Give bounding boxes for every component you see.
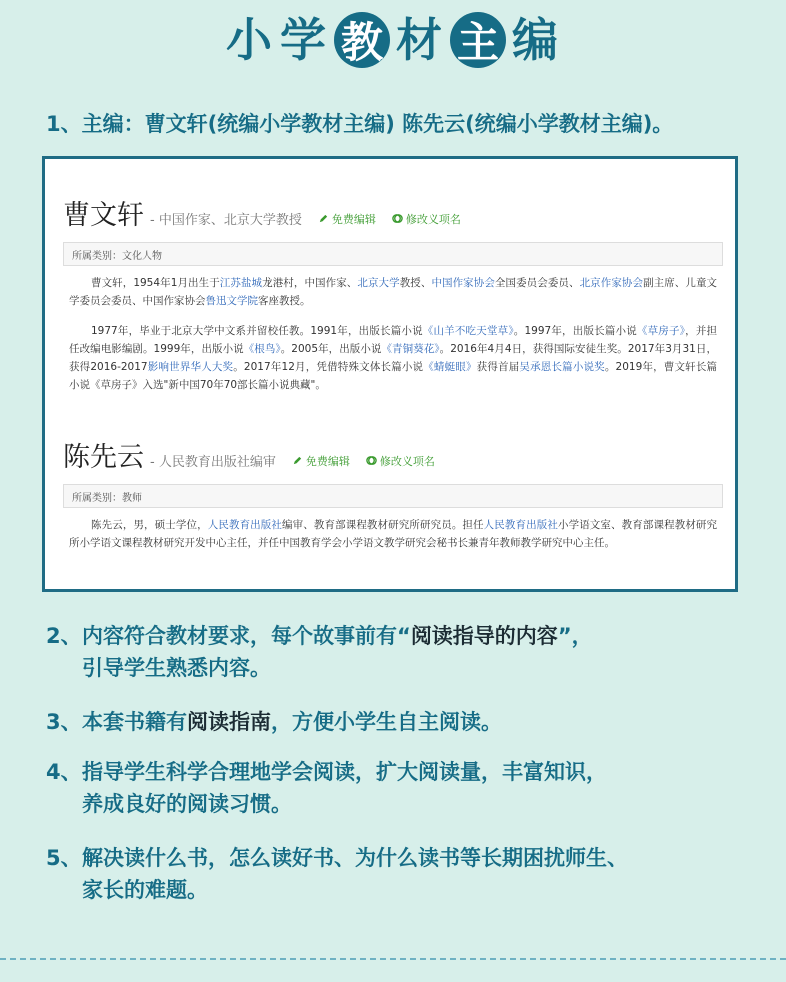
entry-cao-wenxuan <box>63 193 723 394</box>
entry-subtitle: - 人民教育出版社编审 <box>150 455 276 470</box>
entry-link[interactable]: 中国作家协会 <box>431 277 495 289</box>
point-number: 2、 <box>46 624 82 648</box>
entry-text: 小学语文室、教育部课程教材研究所小学语文课程教材研究开发中心主任，并任中国教育学会小学语文教学研究会秘书长兼青年教师教学研究中心主任。 <box>69 519 718 549</box>
dashed-divider <box>0 958 786 960</box>
point-text: 本套书籍有 <box>82 710 187 734</box>
title-char: 教 <box>334 12 390 68</box>
point-2 <box>46 620 766 684</box>
edit-link[interactable] <box>292 453 350 469</box>
entry-name: 陈先云 <box>63 442 144 473</box>
point-text: ”， <box>557 624 593 648</box>
point-number: 4、 <box>46 760 82 784</box>
category-box: 所属类别：教师 <box>63 484 723 508</box>
modify-label: 修改义项名 <box>405 212 461 226</box>
point-number: 3、 <box>46 710 82 734</box>
encyclopedia-screenshot <box>42 156 738 592</box>
entry-link[interactable]: 《草房子》 <box>636 325 686 337</box>
entry-link[interactable]: 北京大学 <box>357 277 400 289</box>
entry-link[interactable]: 《根鸟》 <box>243 343 281 355</box>
entry-name: 曹文轩 <box>63 200 144 231</box>
point-4 <box>46 756 766 820</box>
point-text: ，方便小学生自主阅读。 <box>271 710 502 734</box>
copy-icon <box>366 455 377 466</box>
point-text: 引导学生熟悉内容。 <box>82 656 271 680</box>
entry-text: 。1997年，出版长篇小说 <box>513 325 637 337</box>
entry-link[interactable]: 鲁迅文学院 <box>205 295 258 307</box>
edit-link[interactable] <box>318 211 376 227</box>
edit-label: 免费编辑 <box>331 212 376 226</box>
title-char: 小 <box>226 13 274 67</box>
title-char: 材 <box>396 13 444 67</box>
point-text: 内容符合教材要求，每个故事前有“ <box>82 624 411 648</box>
entry-link[interactable]: 《青铜葵花》 <box>381 343 440 355</box>
category-box: 所属类别：文化人物 <box>63 242 723 266</box>
entry-text: 客座教授。 <box>258 295 311 307</box>
modify-label: 修改义项名 <box>379 454 435 468</box>
point-number: 5、 <box>46 846 82 870</box>
point-text: 指导学生科学合理地学会阅读，扩大阅读量，丰富知识， <box>82 760 607 784</box>
entry-text: 曹文轩，1954年1月出生于 <box>91 277 220 289</box>
point-text: 家长的难题。 <box>82 878 208 902</box>
entry-subtitle: - 中国作家、北京大学教授 <box>150 213 302 228</box>
entry-text: 。2019年，曹文轩长篇小说《草房子》入选"新中国70年70部长篇小说典藏"。 <box>69 361 718 391</box>
edit-label: 免费编辑 <box>305 454 350 468</box>
modify-link[interactable] <box>392 211 461 227</box>
entry-text: 。2005年，出版小说 <box>280 343 382 355</box>
entry-text: ，并担任改编电影编剧。1999年，出版小说 <box>69 325 718 355</box>
entry-paragraph-1 <box>69 274 717 310</box>
point-1: 1、主编：曹文轩(统编小学教材主编) 陈先云(统编小学教材主编)。 <box>46 112 674 136</box>
entry-link[interactable]: 《山羊不吃天堂草》 <box>422 325 514 337</box>
entry-text: 。2016年4月4日，获得国际安徒生奖。2017年3月31日，获得2016-2017 <box>69 343 717 373</box>
entry-link[interactable]: 人民教育出版社 <box>483 519 558 531</box>
copy-icon <box>392 213 403 224</box>
point-text: 解决读什么书，怎么读好书、为什么读书等长期困扰师生、 <box>82 846 628 870</box>
entry-link[interactable]: 影响世界华人大奖 <box>147 361 234 373</box>
page-title <box>0 12 786 68</box>
entry-link[interactable]: 江苏盐城 <box>219 277 263 289</box>
point-text: 养成良好的阅读习惯。 <box>82 792 292 816</box>
entry-text: 龙港村，中国作家、 <box>262 277 358 289</box>
title-char: 主 <box>450 12 506 68</box>
entry-text: 编审、教育部课程教材研究所研究员。担任 <box>282 519 484 531</box>
entry-link[interactable]: 吴承恩长篇小说奖 <box>519 361 605 373</box>
entry-text: 。2017年12月，凭借特殊文体长篇小说 <box>233 361 424 373</box>
title-char: 学 <box>280 13 328 67</box>
entry-link[interactable]: 北京作家协会 <box>579 277 644 289</box>
entry-text: 1977年，毕业于北京大学中文系并留校任教。1991年，出版长篇小说 <box>91 325 423 337</box>
entry-paragraph-1 <box>69 516 717 552</box>
point-3 <box>46 706 766 738</box>
entry-link[interactable]: 《蜻蜓眼》 <box>423 361 477 373</box>
entry-paragraph-2 <box>69 322 717 394</box>
entry-text: 副主席、儿童文学委员会委员、中国作家协会 <box>69 277 718 307</box>
pencil-icon <box>318 213 329 224</box>
point-text: 阅读指南 <box>187 710 271 734</box>
entry-text: 获得首届 <box>476 361 520 373</box>
entry-link[interactable]: 人民教育出版社 <box>207 519 283 531</box>
point-5 <box>46 842 766 906</box>
title-char: 编 <box>512 13 560 67</box>
point-text: 阅读指导的内容 <box>410 624 558 648</box>
entry-text: 全国委员会委员、 <box>494 277 580 289</box>
entry-text: 陈先云，男，硕士学位， <box>91 519 208 531</box>
pencil-icon <box>292 455 303 466</box>
entry-text: 教授、 <box>399 277 432 289</box>
entry-chen-xianyun <box>63 435 723 552</box>
modify-link[interactable] <box>366 453 435 469</box>
